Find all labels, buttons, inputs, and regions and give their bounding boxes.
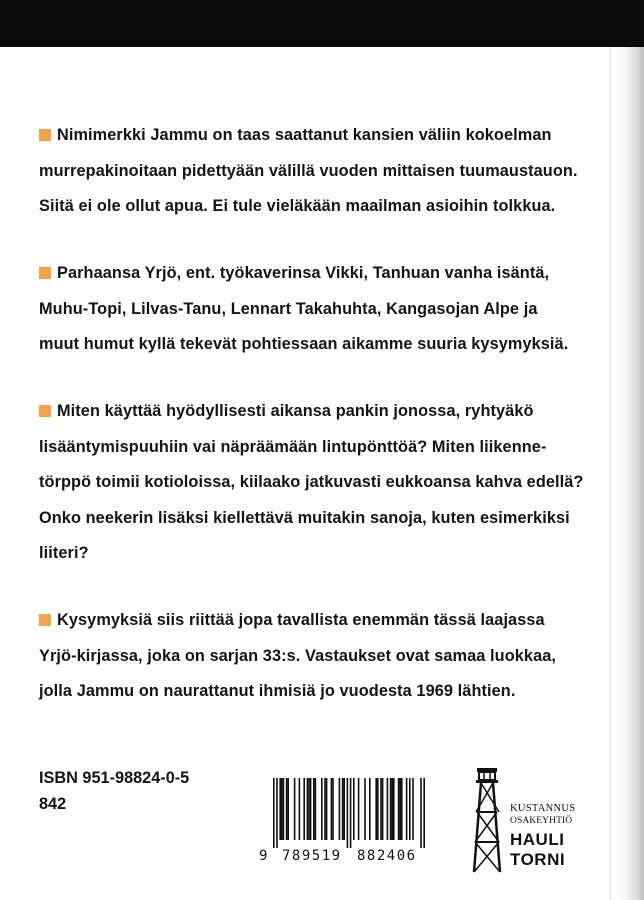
- ean-barcode: [259, 778, 435, 874]
- barcode-bar: [420, 778, 422, 848]
- watchtower-icon: [470, 762, 510, 874]
- publisher-line-1: KUSTANNUS: [510, 803, 576, 814]
- barcode-bars: [259, 778, 435, 848]
- barcode-bar: [391, 778, 393, 840]
- isbn-number: ISBN 951-98824-0-5: [39, 769, 190, 787]
- classification-code: 842: [39, 795, 67, 813]
- barcode-bar: [393, 778, 395, 840]
- publisher-name-2: TORNI: [510, 850, 566, 869]
- barcode-bar: [339, 778, 341, 840]
- paragraph-4-line-2: Yrjö-kirjassa, joka on sarjan 33:s. Vastaukset ovat samaa luokkaa,: [39, 646, 557, 665]
- barcode-bar: [390, 778, 392, 840]
- top-band: [0, 0, 644, 47]
- bullet-square: [39, 405, 51, 417]
- paragraph-4-line-3: jolla Jammu on naurattanut ihmisiä jo vuodesta 1969 lähtien.: [39, 682, 516, 700]
- bullet-square: [39, 129, 51, 141]
- barcode-bar: [294, 778, 296, 840]
- paragraph-4: [39, 603, 589, 710]
- barcode-bar: [307, 778, 309, 840]
- barcode-bar: [369, 778, 371, 840]
- bullet-square: [39, 267, 51, 279]
- paragraph-4-line-1: Kysymyksiä siis riittää jopa tavallista enemmän tässä laajassa: [57, 611, 545, 629]
- barcode-bar: [283, 778, 285, 840]
- barcode-bar: [358, 778, 360, 840]
- spine-shadow: [614, 47, 644, 900]
- barcode-bar: [350, 778, 352, 848]
- barcode-bar: [287, 778, 289, 840]
- barcode-lead-digit: 9: [259, 848, 268, 864]
- paragraph-2: [39, 256, 589, 363]
- barcode-bar: [331, 778, 333, 840]
- barcode-bar: [308, 778, 310, 840]
- barcode-bar: [401, 778, 403, 840]
- paragraph-1-line-1: Nimimerkki Jammu on taas saattanut kansien väliin kokoelman: [57, 126, 552, 144]
- barcode-bar: [321, 778, 323, 840]
- barcode-bar: [299, 778, 301, 840]
- barcode-bar: [347, 778, 349, 848]
- barcode-bar: [313, 778, 315, 840]
- barcode-bar: [326, 778, 328, 840]
- barcode-bar: [276, 778, 278, 848]
- paragraph-2-line-2: Muhu-Topi, Lilvas-Tanu, Lennart Takahuhta, Kangasojan Alpe ja: [39, 299, 538, 318]
- barcode-bar: [398, 778, 400, 840]
- paragraph-2-line-3: muut humut kyllä tekevät pohtiessaan aikamme suuria kysymyksiä.: [39, 335, 569, 353]
- isbn-block: [39, 765, 189, 817]
- paragraph-2-line-1: Parhaansa Yrjö, ent. työkaverinsa Vikki, Tanhuan vanha isäntä,: [57, 264, 550, 282]
- bullet-square: [39, 614, 51, 626]
- barcode-bar: [273, 778, 275, 848]
- publisher-name-1: HAULI: [510, 830, 565, 849]
- barcode-bar: [412, 778, 414, 840]
- barcode-right-digits: 882406: [357, 848, 417, 864]
- barcode-bar: [310, 778, 312, 840]
- paragraph-3-line-4: Onko neekerin lisäksi kiellettävä muitakin sanoja, kuten esimerkiksi: [39, 508, 570, 527]
- paragraph-3-line-1: Miten käyttää hyödyllisesti aikansa pankin jonossa, ryhtyäkö: [57, 402, 534, 420]
- barcode-bar: [377, 778, 379, 840]
- paragraph-3-line-5: liiteri?: [39, 544, 89, 562]
- paragraph-3-line-2: lisääntymispuuhiin vai näpräämään lintupönttöä? Miten liikenne-: [39, 437, 547, 456]
- barcode-bar: [315, 778, 317, 840]
- barcode-bar: [406, 778, 408, 840]
- barcode-bar: [279, 778, 281, 840]
- spine-line: [610, 47, 611, 900]
- barcode-bar: [409, 778, 411, 840]
- publisher-logo: [470, 762, 580, 874]
- paragraph-1: [39, 118, 589, 225]
- barcode-bar: [281, 778, 283, 840]
- barcode-bar: [353, 778, 355, 840]
- barcode-bar: [332, 778, 334, 840]
- paragraph-3: [39, 394, 589, 572]
- barcode-bar: [382, 778, 384, 840]
- barcode-bar: [342, 778, 344, 840]
- publisher-line-2: OSAKEYHTIÖ: [510, 816, 573, 826]
- barcode-left-digits: 789519: [282, 848, 342, 864]
- paragraph-1-line-3: Siitä ei ole ollut apua. Ei tule vieläkään maailman asioihin tolkkua.: [39, 197, 556, 215]
- barcode-bar: [324, 778, 326, 840]
- barcode-bar: [364, 778, 366, 840]
- barcode-bar: [423, 778, 425, 848]
- barcode-bar: [375, 778, 377, 840]
- paragraph-1-line-2: murrepakinoitaan pidettyään välillä vuoden mittaisen tuumaustauon.: [39, 161, 578, 180]
- barcode-bar: [303, 778, 305, 840]
- barcode-digits: [259, 848, 435, 870]
- barcode-bar: [380, 778, 382, 840]
- barcode-bar: [387, 778, 389, 840]
- barcode-bar: [286, 778, 288, 840]
- barcode-bar: [343, 778, 345, 840]
- barcode-bar: [399, 778, 401, 840]
- paragraph-3-line-3: törppö toimii kotioloissa, kiilaako jatkuvasti eukkoansa kahva edellä?: [39, 473, 584, 491]
